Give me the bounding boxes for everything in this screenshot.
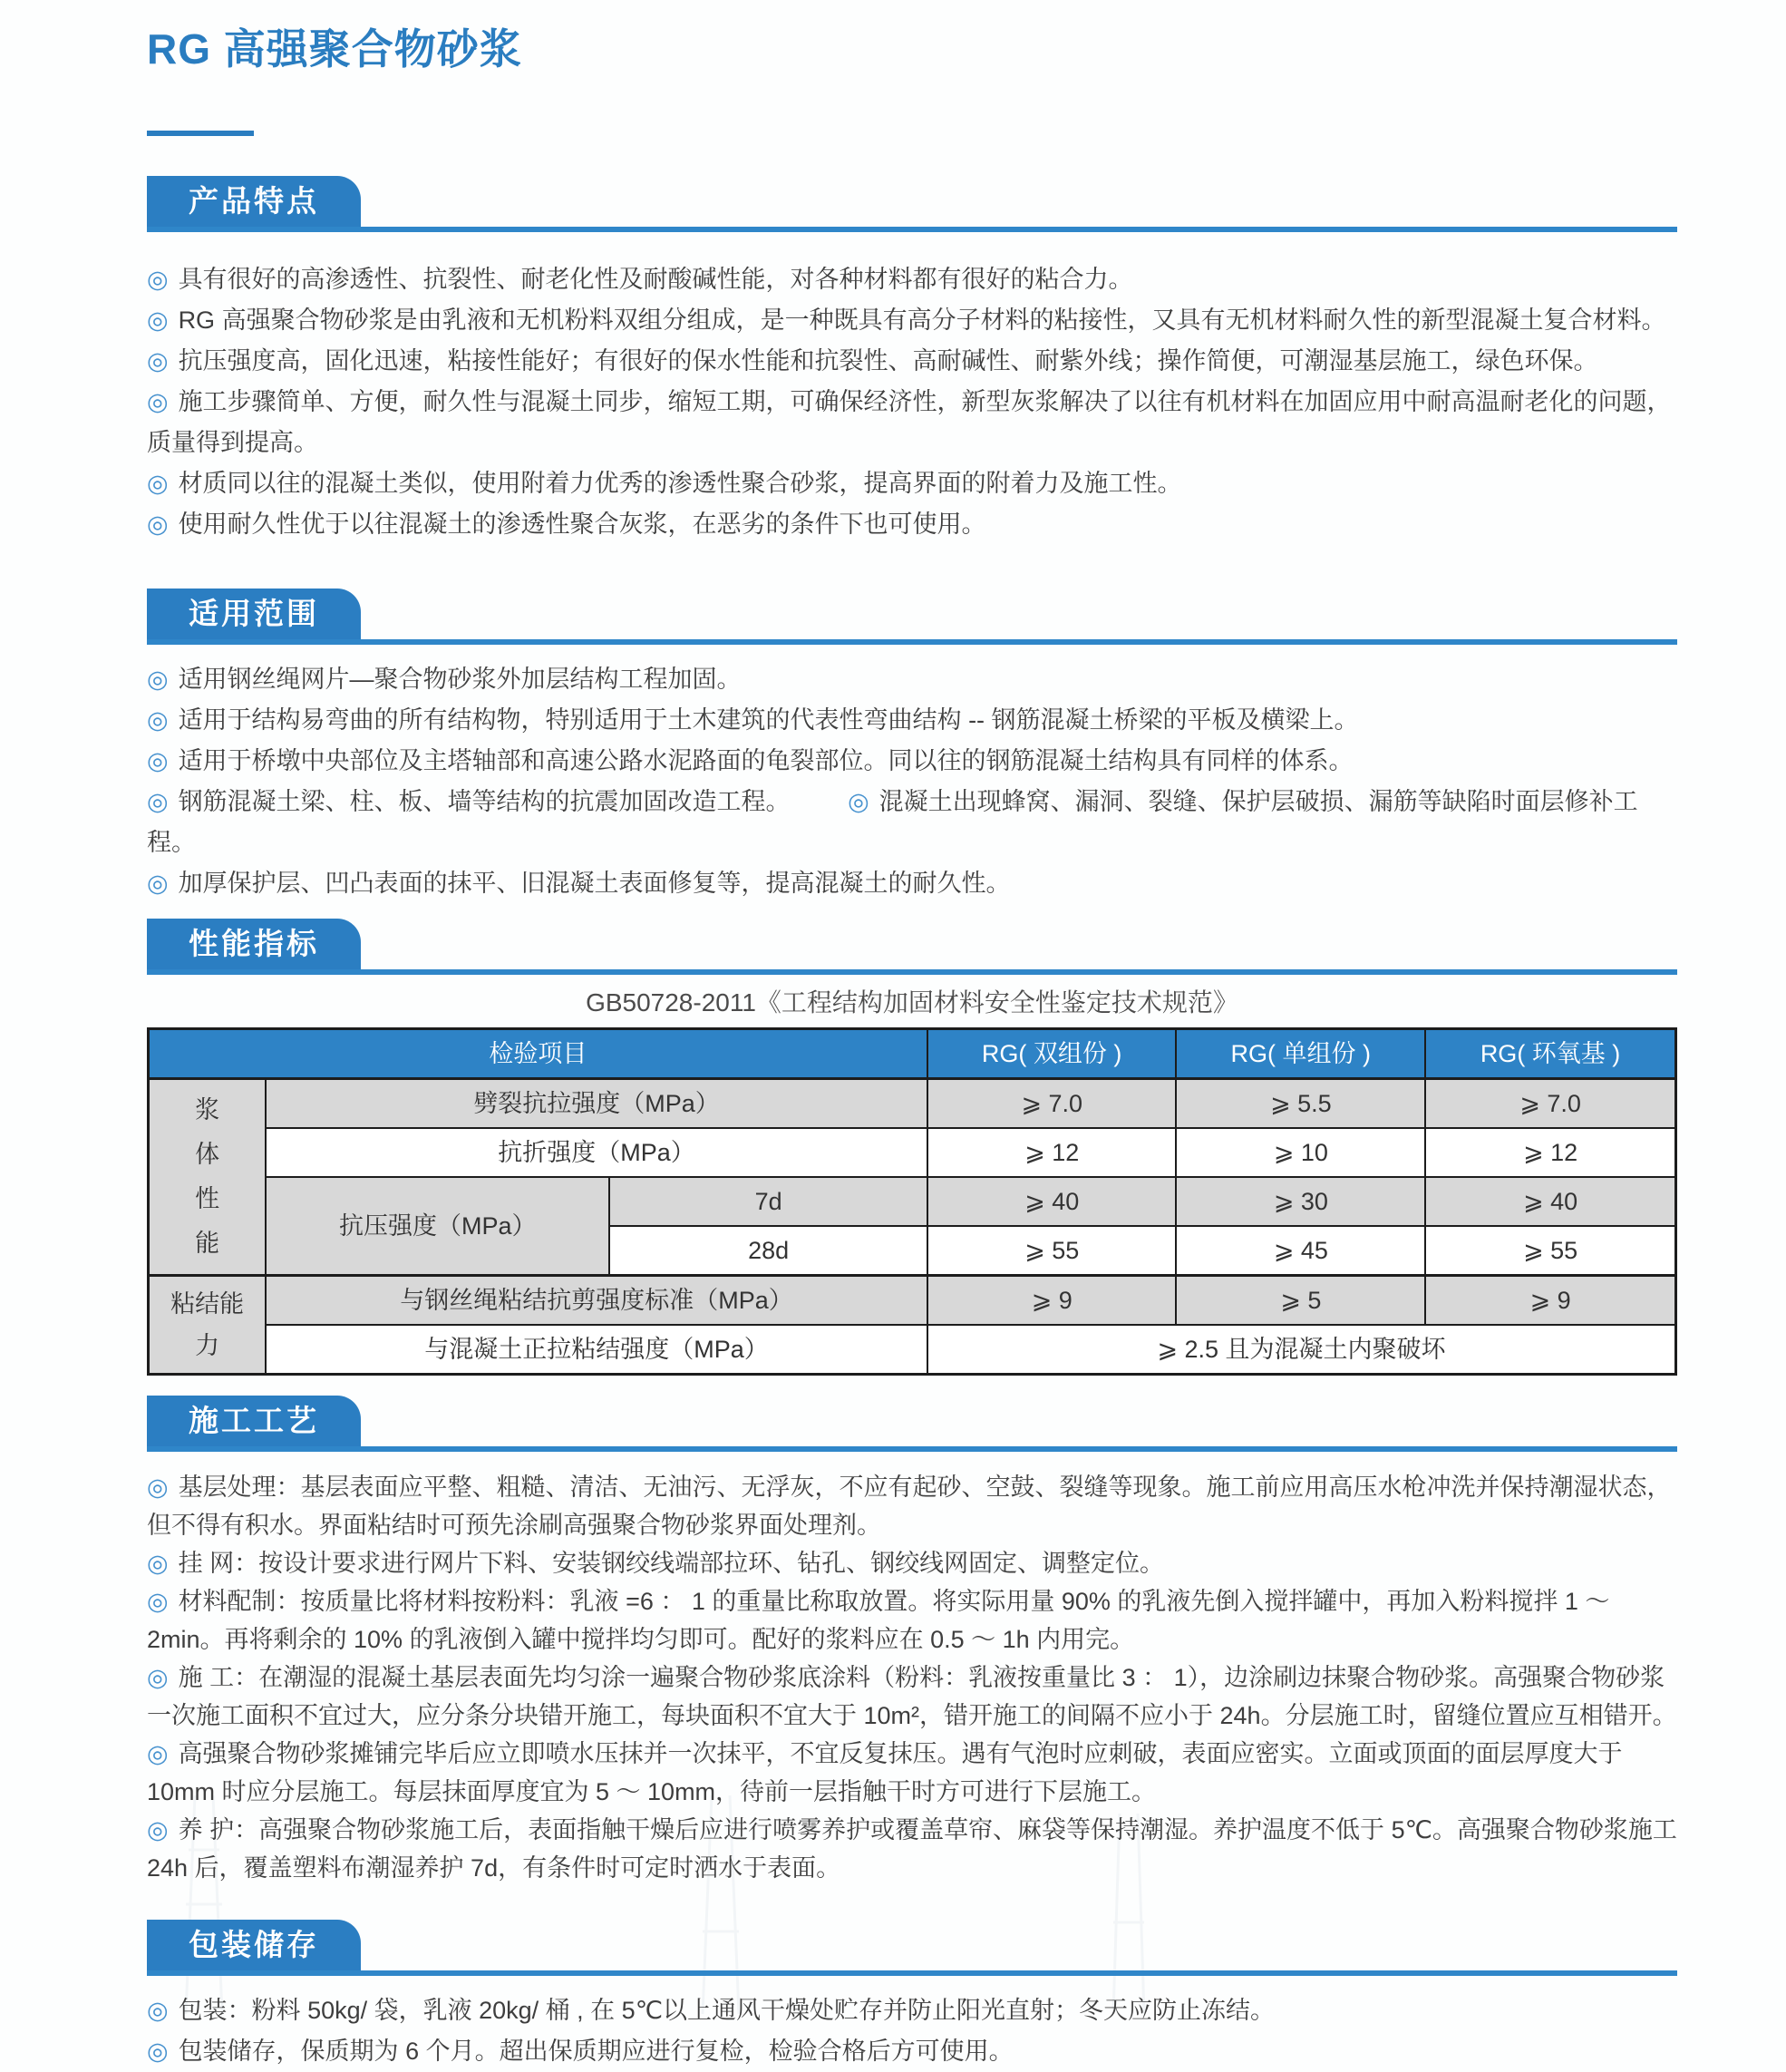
bullet-icon: ◎ <box>147 1664 169 1691</box>
value-cell: ⩾ 7.0 <box>1425 1079 1675 1129</box>
section-header-performance <box>147 919 1677 975</box>
feature-text: 材质同以往的混凝土类似，使用附着力优秀的渗透性聚合砂浆，提高界面的附着力及施工性。 <box>178 470 1182 497</box>
bullet-icon: ◎ <box>147 1588 169 1615</box>
process-text: 高强聚合物砂浆摊铺完毕后应立即喷水压抹并一次抹平，不宜反复抹压。遇有气泡时应刺破，表面应密实。立面或顶面的面层厚度大于 10mm 时应分层施工。每层抹面厚度宜为 5 ～ 10mm，待前一层指触干时方可进行下层施工。 <box>147 1740 1623 1805</box>
value-cell: ⩾ 40 <box>1425 1177 1675 1226</box>
table-header-rge: RG( 环氧基 ) <box>1425 1029 1675 1079</box>
process-text: 养 护：高强聚合物砂浆施工后，表面指触干燥后应进行喷雾养护或覆盖草帘、麻袋等保持潮湿。养护温度不低于 5℃。高强聚合物砂浆施工 24h 后，覆盖塑料布潮湿养护 7d，有条件时可定时洒水于表面。 <box>147 1816 1677 1882</box>
packaging-text: 包装：粉料 50kg/ 袋，乳液 20kg/ 桶 , 在 5℃以上通风干燥处贮存并防止阳光直射；冬天应防止冻结。 <box>178 1997 1276 2024</box>
group-label-cell <box>149 1079 267 1276</box>
list-item <box>147 863 1677 904</box>
list-item <box>147 1544 1677 1582</box>
item-cell: 与混凝土正拉粘结强度（MPa） <box>266 1325 927 1375</box>
bullet-icon: ◎ <box>147 306 169 334</box>
item-cell: 抗折强度（MPa） <box>266 1128 927 1177</box>
bullet-icon: ◎ <box>147 470 169 497</box>
bullet-icon: ◎ <box>147 706 169 734</box>
table-row <box>149 1128 1676 1177</box>
table-row <box>149 1079 1676 1129</box>
section-tab-features: 产品特点 <box>147 176 361 227</box>
bullet-icon: ◎ <box>147 266 169 293</box>
list-item <box>147 1582 1677 1659</box>
bullet-icon: ◎ <box>147 870 169 897</box>
packaging-text: 包装储存，保质期为 6 个月。超出保质期应进行复检，检验合格后方可使用。 <box>178 2038 1014 2065</box>
packaging-list <box>147 1990 1677 2072</box>
process-text: 基层处理：基层表面应平整、粗糙、清洁、无油污、无浮灰，不应有起砂、空鼓、裂缝等现象。施工前应用高压水枪冲洗并保持潮湿状态，但不得有积水。界面粘结时可预先涂刷高强聚合物砂浆界面处理剂。 <box>147 1474 1672 1539</box>
bullet-icon: ◎ <box>147 1740 169 1767</box>
list-item <box>147 1811 1677 1887</box>
bullet-icon: ◎ <box>147 388 169 415</box>
group-label: 粘结能力 <box>170 1290 245 1359</box>
scope-text: 混凝土出现蜂窝、漏洞、裂缝、保护层破损、漏筋等缺陷时面层修补工程。 <box>147 788 1638 856</box>
section-tab-performance: 性能指标 <box>147 919 361 969</box>
group-label-cell <box>149 1276 267 1375</box>
feature-text: 使用耐久性优于以往混凝土的渗透性聚合灰浆，在恶劣的条件下也可使用。 <box>178 511 986 538</box>
scope-text: 适用于结构易弯曲的所有结构物，特别适用于土木建筑的代表性弯曲结构 -- 钢筋混凝土桥梁的平板及横梁上。 <box>178 706 1359 734</box>
subitem-cell: 7d <box>609 1177 927 1226</box>
item-cell: 劈裂抗拉强度（MPa） <box>266 1079 927 1129</box>
list-item <box>147 300 1677 341</box>
process-text: 挂 网：按设计要求进行网片下料、安装钢绞线端部拉环、钻孔、钢绞线网固定、调整定位。 <box>178 1550 1165 1577</box>
list-item <box>147 700 1677 741</box>
list-item <box>147 341 1677 382</box>
scope-list <box>147 659 1677 904</box>
item-cell: 与钢丝绳粘结抗剪强度标准（MPa） <box>266 1276 927 1326</box>
group-label: 浆体性能 <box>195 1096 220 1257</box>
list-item <box>147 1659 1677 1735</box>
table-row <box>149 1325 1676 1375</box>
section-tab-scope: 适用范围 <box>147 589 361 639</box>
bullet-icon: ◎ <box>147 747 169 774</box>
scope-text: 加厚保护层、凹凸表面的抹平、旧混凝土表面修复等，提高混凝土的耐久性。 <box>178 870 1011 897</box>
features-list <box>147 259 1677 545</box>
list-item <box>147 659 1677 700</box>
value-cell: ⩾ 40 <box>927 1177 1177 1226</box>
process-text: 材料配制：按质量比将材料按粉料：乳液 =6 ： 1 的重量比称取放置。将实际用量 90% 的乳液先倒入搅拌罐中，再加入粉料搅拌 1 ～ 2min。再将剩余的 10% 的乳液倒入罐中搅拌均匀即可。配好的浆料应在 0.5 ～ 1h 内用完。 <box>147 1588 1610 1653</box>
value-cell: ⩾ 9 <box>927 1276 1177 1326</box>
item-cell: 抗压强度（MPa） <box>266 1177 609 1276</box>
subitem-cell: 28d <box>609 1226 927 1276</box>
value-cell: ⩾ 5 <box>1176 1276 1425 1326</box>
value-cell: ⩾ 5.5 <box>1176 1079 1425 1129</box>
table-row <box>149 1276 1676 1326</box>
section-header-process <box>147 1396 1677 1452</box>
scope-text: 适用钢丝绳网片—聚合物砂浆外加层结构工程加固。 <box>178 666 742 693</box>
list-item <box>147 504 1677 545</box>
bullet-icon: ◎ <box>147 2038 169 2065</box>
table-header-row <box>149 1029 1676 1079</box>
list-item <box>147 1735 1677 1811</box>
table-header-item: 检验项目 <box>149 1029 927 1079</box>
list-item <box>147 1990 1677 2031</box>
table-header-rg1: RG( 单组份 ) <box>1176 1029 1425 1079</box>
performance-table <box>147 1027 1677 1376</box>
value-cell: ⩾ 55 <box>927 1226 1177 1276</box>
section-header-features <box>147 176 1677 232</box>
section-header-packaging <box>147 1920 1677 1976</box>
value-cell: ⩾ 55 <box>1425 1226 1675 1276</box>
section-tab-process: 施工工艺 <box>147 1396 361 1446</box>
value-cell: ⩾ 45 <box>1176 1226 1425 1276</box>
bullet-icon: ◎ <box>147 1816 169 1843</box>
feature-text: RG 高强聚合物砂浆是由乳液和无机粉料双组分组成，是一种既具有高分子材料的粘接性，又具有无机材料耐久性的新型混凝土复合材料。 <box>178 306 1666 334</box>
list-item <box>147 2031 1677 2072</box>
table-header-rg2: RG( 双组份 ) <box>927 1029 1177 1079</box>
value-cell-merged: ⩾ 2.5 且为混凝土内聚破坏 <box>927 1325 1676 1375</box>
bullet-icon: ◎ <box>147 511 169 538</box>
feature-text: 抗压强度高，固化迅速，粘接性能好；有很好的保水性能和抗裂性、高耐碱性、耐紫外线；操作简便，可潮湿基层施工，绿色环保。 <box>178 347 1598 375</box>
list-item-pair <box>147 782 1677 863</box>
table-row <box>149 1177 1676 1226</box>
value-cell: ⩾ 30 <box>1176 1177 1425 1226</box>
bullet-icon: ◎ <box>147 1550 169 1577</box>
feature-text: 具有很好的高渗透性、抗裂性、耐老化性及耐酸碱性能，对各种材料都有很好的粘合力。 <box>178 266 1133 293</box>
process-list <box>147 1468 1677 1887</box>
list-item <box>147 1468 1677 1544</box>
list-item <box>147 463 1677 504</box>
bullet-icon: ◎ <box>147 1474 169 1501</box>
bullet-icon: ◎ <box>147 666 169 693</box>
list-item <box>147 259 1677 300</box>
value-cell: ⩾ 12 <box>1425 1128 1675 1177</box>
scope-text: 适用于桥墩中央部位及主塔轴部和高速公路水泥路面的龟裂部位。同以往的钢筋混凝土结构具有同样的体系。 <box>178 747 1354 774</box>
section-tab-packaging: 包装储存 <box>147 1920 361 1970</box>
process-text: 施 工：在潮湿的混凝土基层表面先均匀涂一遍聚合物砂浆底涂料（粉料：乳液按重量比 3 ： 1），边涂刷边抹聚合物砂浆。高强聚合物砂浆一次施工面积不宜过大，应分条分块错开施工，每块面积不宜大于 10m²，错开施工的间隔不应小于 24h。分层施工时，留缝位置应互相错开。 <box>147 1664 1677 1729</box>
section-header-scope <box>147 589 1677 645</box>
value-cell: ⩾ 9 <box>1425 1276 1675 1326</box>
page-title: RG 高强聚合物砂浆 <box>147 25 522 73</box>
title-underline <box>147 131 254 136</box>
list-item <box>147 382 1677 463</box>
value-cell: ⩾ 10 <box>1176 1128 1425 1177</box>
value-cell: ⩾ 12 <box>927 1128 1177 1177</box>
bullet-icon: ◎ <box>147 788 169 815</box>
list-item <box>147 741 1677 782</box>
value-cell: ⩾ 7.0 <box>927 1079 1177 1129</box>
bullet-icon: ◎ <box>147 1997 169 2024</box>
bullet-icon: ◎ <box>848 788 869 815</box>
standard-caption: GB50728-2011《工程结构加固材料安全性鉴定技术规范》 <box>586 988 1238 1017</box>
bullet-icon: ◎ <box>147 347 169 375</box>
feature-text: 施工步骤简单、方便，耐久性与混凝土同步，缩短工期，可确保经济性，新型灰浆解决了以往有机材料在加固应用中耐高温耐老化的问题，质量得到提高。 <box>147 388 1672 456</box>
scope-text: 钢筋混凝土梁、柱、板、墙等结构的抗震加固改造工程。 <box>178 788 791 815</box>
